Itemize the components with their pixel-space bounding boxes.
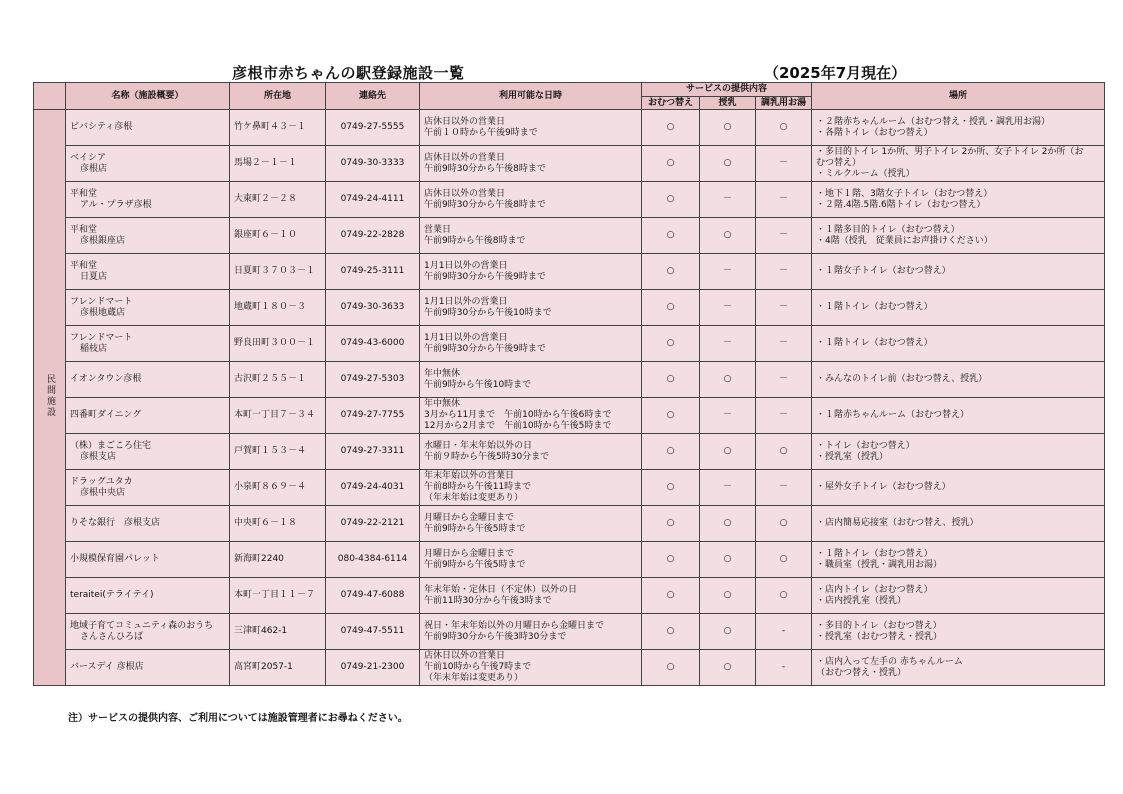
facility-name-line: 小規模保育園パレット — [70, 554, 160, 564]
facility-place-line: ・ミルクルーム（授乳） — [816, 169, 915, 179]
facility-hours-line: 午前9時30分から午後8時まで — [424, 163, 546, 174]
table-row — [34, 146, 1105, 182]
table-row — [34, 506, 1105, 542]
facility-address: 銀座町６－１０ — [230, 218, 326, 254]
facility-place-line: （おむつ替え・授乳） — [816, 667, 907, 678]
facility-name-line: 日夏店 — [80, 271, 108, 282]
facility-place-line: ・トイレ（おむつ替え） — [816, 440, 915, 451]
facility-name — [66, 506, 230, 542]
facility-name — [66, 398, 230, 434]
table-row — [34, 254, 1105, 290]
facility-hours-line: 午前11時30分から午後3時まで — [424, 595, 552, 606]
facility-place — [812, 182, 1105, 218]
facility-address: 本町一丁目７－３４ — [230, 398, 326, 434]
side-label — [34, 110, 66, 686]
facility-hours-line: 1月1日以外の営業日 — [424, 260, 508, 271]
facility-hours-line: 午前9時30分から午後9時まで — [424, 343, 546, 354]
header-nursing: 授乳 — [700, 97, 756, 110]
table-row — [34, 614, 1105, 650]
table-row — [34, 326, 1105, 362]
facility-place-line: ・１階女子トイレ（おむつ替え） — [816, 266, 951, 276]
facility-hours-line: 1月1日以外の営業日 — [424, 296, 508, 307]
service-diaper: ○ — [642, 362, 700, 398]
facility-address: 三津町462-1 — [230, 614, 326, 650]
service-nursing: ○ — [700, 614, 756, 650]
facility-name-line: フレンドマート — [70, 332, 133, 343]
service-diaper: ○ — [642, 218, 700, 254]
facility-name-line: りそな銀行 彦根支店 — [70, 518, 161, 528]
facility-name-line: teraitei(テライテイ) — [70, 590, 154, 600]
facility-hours-line: 午前１０時から午後9時まで — [424, 127, 538, 138]
facility-hours — [420, 254, 642, 290]
service-nursing: － — [700, 290, 756, 326]
facility-hours — [420, 650, 642, 686]
facility-name — [66, 542, 230, 578]
facility-place — [812, 506, 1105, 542]
service-milk: ○ — [756, 506, 812, 542]
service-nursing: ○ — [700, 506, 756, 542]
service-milk: - — [756, 650, 812, 686]
facility-name — [66, 650, 230, 686]
facility-place-line: ・店内トイレ（おむつ替え） — [816, 584, 933, 595]
service-milk: ○ — [756, 434, 812, 470]
service-milk: － — [756, 218, 812, 254]
facility-name — [66, 110, 230, 146]
facility-address: 古沢町２５５－１ — [230, 362, 326, 398]
service-diaper: ○ — [642, 290, 700, 326]
facility-phone: 0749-22-2828 — [326, 218, 420, 254]
service-diaper: ○ — [642, 542, 700, 578]
facility-place-line: ・２階.4階.5階.6階トイレ（おむつ替え） — [816, 199, 986, 210]
facility-address: 小泉町８６９－４ — [230, 470, 326, 506]
table-row — [34, 182, 1105, 218]
service-milk: ○ — [756, 110, 812, 146]
facility-name — [66, 470, 230, 506]
facility-hours-line: 3月から11月まで 午前10時から午後6時まで — [424, 410, 612, 420]
facility-place — [812, 434, 1105, 470]
service-milk: － — [756, 470, 812, 506]
service-nursing: ○ — [700, 434, 756, 470]
header-diaper: おむつ替え — [642, 97, 700, 110]
facility-phone: 0749-24-4031 — [326, 470, 420, 506]
facility-place — [812, 254, 1105, 290]
service-diaper: ○ — [642, 326, 700, 362]
facility-name-line: イオンタウン彦根 — [70, 374, 142, 384]
facility-place-line: ・地下１階、3階女子トイレ（おむつ替え） — [816, 188, 993, 199]
facility-hours — [420, 362, 642, 398]
header-side-blank — [34, 83, 66, 110]
facility-hours — [420, 470, 642, 506]
service-nursing: － — [700, 182, 756, 218]
facility-name-line: ドラッグユタカ — [70, 476, 133, 487]
facility-hours-line: （年末年始は変更あり） — [424, 493, 524, 503]
facility-address: 馬場２－１－１ — [230, 146, 326, 182]
facility-place-line: ・授乳室（授乳） — [816, 451, 889, 462]
facility-hours-line: 1月1日以外の営業日 — [424, 332, 508, 343]
facility-hours — [420, 434, 642, 470]
header-milk: 調乳用お湯 — [756, 97, 812, 110]
facility-name-line: 彦根銀座店 — [80, 235, 126, 246]
table-row — [34, 398, 1105, 434]
facility-hours — [420, 578, 642, 614]
service-nursing: ○ — [700, 542, 756, 578]
header-place: 場所 — [812, 83, 1105, 110]
facility-phone: 0749-27-3311 — [326, 434, 420, 470]
facility-name — [66, 434, 230, 470]
facility-place — [812, 650, 1105, 686]
facility-place-line: ・２階赤ちゃんルーム（おむつ替え・授乳・調乳用お湯） — [816, 116, 1051, 127]
facility-phone: 0749-43-6000 — [326, 326, 420, 362]
facility-hours-line: 午前10時から午後7時まで — [424, 662, 532, 672]
facility-name-line: フレンドマート — [70, 296, 133, 307]
facility-place-line: ・店内入って左手の 赤ちゃんルーム — [816, 656, 963, 667]
facility-name-line: （株）まごころ住宅 — [70, 440, 152, 451]
facility-place — [812, 362, 1105, 398]
service-nursing: ○ — [700, 578, 756, 614]
service-milk: ○ — [756, 578, 812, 614]
facility-hours — [420, 326, 642, 362]
facility-phone: 0749-30-3633 — [326, 290, 420, 326]
facility-name — [66, 326, 230, 362]
table-row — [34, 650, 1105, 686]
document-title: 彦根市赤ちゃんの駅登録施設一覧 — [232, 64, 465, 82]
service-diaper: ○ — [642, 614, 700, 650]
table-row — [34, 578, 1105, 614]
facility-name — [66, 254, 230, 290]
document-date: （2025年7月現在） — [764, 64, 907, 82]
facility-place-line: ・授乳室（おむつ替え・授乳） — [816, 631, 943, 642]
facility-place — [812, 110, 1105, 146]
facility-address: 本町一丁目１１－７ — [230, 578, 326, 614]
facility-name-line: 平和堂 — [70, 224, 98, 235]
table-row — [34, 218, 1105, 254]
facility-phone: 0749-22-2121 — [326, 506, 420, 542]
facility-hours — [420, 110, 642, 146]
facility-address: 日夏町３７０３－１ — [230, 254, 326, 290]
table-row — [34, 434, 1105, 470]
facility-name-line: 彦根支店 — [80, 451, 117, 462]
service-milk: － — [756, 362, 812, 398]
service-diaper: ○ — [642, 398, 700, 434]
service-diaper: ○ — [642, 470, 700, 506]
facility-phone: 080-4384-6114 — [326, 542, 420, 578]
facility-address: 野良田町３００－１ — [230, 326, 326, 362]
facility-hours-line: 午前9時30分から午後9時まで — [424, 271, 546, 282]
facility-hours-line: 午前9時30分から午後10時まで — [424, 307, 552, 318]
facility-name-line: 彦根店 — [80, 163, 108, 174]
facility-address: 高宮町2057-1 — [230, 650, 326, 686]
facility-address: 中央町６－１８ — [230, 506, 326, 542]
table-row — [34, 542, 1105, 578]
facility-place — [812, 290, 1105, 326]
facility-hours-line: 営業日 — [424, 224, 452, 235]
facility-hours-line: 店休日以外の営業日 — [424, 651, 506, 661]
facility-phone: 0749-25-3111 — [326, 254, 420, 290]
service-diaper: ○ — [642, 110, 700, 146]
facility-place — [812, 542, 1105, 578]
facility-hours-line: 店休日以外の営業日 — [424, 152, 506, 163]
facility-place-line: ・店内簡易応接室（おむつ替え、授乳） — [816, 518, 979, 528]
facility-place-line: ・多目的トイレ 1か所、男子トイレ 2か所、女子トイレ 2か所（お — [816, 147, 1084, 157]
table-row — [34, 110, 1105, 146]
facility-place-line: ・１階多目的トイレ（おむつ替え） — [816, 224, 960, 235]
service-nursing: － — [700, 254, 756, 290]
facility-hours — [420, 614, 642, 650]
facility-hours-line: 午前9時から午後5時まで — [424, 523, 526, 534]
facility-hours — [420, 506, 642, 542]
facility-name-line: ビバシティ彦根 — [70, 122, 133, 132]
table-body — [34, 110, 1105, 686]
facility-name-line: バースデイ 彦根店 — [70, 662, 144, 672]
service-milk: － — [756, 398, 812, 434]
facility-place-line: ・１階トイレ（おむつ替え） — [816, 302, 933, 312]
facility-phone: 0749-24-4111 — [326, 182, 420, 218]
service-nursing: ○ — [700, 110, 756, 146]
service-milk: － — [756, 326, 812, 362]
facility-address: 新海町2240 — [230, 542, 326, 578]
facility-name-line: 四番町ダイニング — [70, 410, 142, 420]
facility-place-line: ・屋外女子トイレ（おむつ替え） — [816, 482, 951, 492]
facility-hours-line: 年末年始・定休日（不定休）以外の日 — [424, 584, 578, 595]
facility-place-line: ・店内授乳室（授乳） — [816, 595, 907, 606]
service-milk: － — [756, 146, 812, 182]
facility-place-line: ・多目的トイレ（おむつ替え） — [816, 620, 942, 631]
facility-hours-line: 年末年始以外の営業日 — [424, 471, 515, 481]
service-nursing: ○ — [700, 218, 756, 254]
facility-place-line: ・１階トイレ（おむつ替え） — [816, 548, 933, 559]
service-diaper: ○ — [642, 182, 700, 218]
service-nursing: － — [700, 398, 756, 434]
facility-name-line: 彦根地蔵店 — [80, 307, 126, 318]
facility-name-line: さんさんひろば — [80, 631, 144, 642]
facility-name — [66, 146, 230, 182]
facility-name — [66, 218, 230, 254]
facility-hours-line: 午前９時から午後5時30分まで — [424, 451, 550, 462]
facility-place — [812, 614, 1105, 650]
facility-place — [812, 398, 1105, 434]
facility-hours — [420, 146, 642, 182]
facility-phone: 0749-27-5555 — [326, 110, 420, 146]
service-nursing: － — [700, 470, 756, 506]
header-services: サービスの提供内容 — [642, 83, 812, 97]
service-milk: - — [756, 614, 812, 650]
facility-address: 竹ケ鼻町４３－１ — [230, 110, 326, 146]
facility-phone: 0749-21-2300 — [326, 650, 420, 686]
facility-name — [66, 614, 230, 650]
facility-name-line: 稲枝店 — [80, 343, 108, 354]
facility-hours-line: 年中無休 — [424, 368, 461, 379]
facility-phone: 0749-27-5303 — [326, 362, 420, 398]
facility-hours — [420, 182, 642, 218]
facility-phone: 0749-47-5511 — [326, 614, 420, 650]
facility-place-line: ・１階トイレ（おむつ替え） — [816, 338, 933, 348]
facility-place-line: ・4階（授乳 従業員にお声掛けください） — [816, 235, 993, 246]
facility-place-line: ・１階赤ちゃんルーム（おむつ替え） — [816, 410, 970, 420]
table-row — [34, 362, 1105, 398]
facility-hours-line: 午前9時から午後5時まで — [424, 559, 526, 570]
facility-place — [812, 146, 1105, 182]
facility-address: 戸賀町１５３－４ — [230, 434, 326, 470]
table-row — [34, 470, 1105, 506]
facility-hours-line: 店休日以外の営業日 — [424, 188, 506, 199]
header-hours: 利用可能な日時 — [420, 83, 642, 110]
facility-hours-line: 午前9時30分から午後3時30分まで — [424, 631, 567, 642]
service-milk: － — [756, 290, 812, 326]
facility-place — [812, 326, 1105, 362]
facility-hours — [420, 542, 642, 578]
service-diaper: ○ — [642, 650, 700, 686]
facility-address: 地蔵町１８０－３ — [230, 290, 326, 326]
facility-hours-line: 月曜日から金曜日まで — [424, 512, 515, 523]
service-diaper: ○ — [642, 506, 700, 542]
facility-place — [812, 218, 1105, 254]
facility-place-line: むつ替え） — [816, 158, 862, 168]
header-address: 所在地 — [230, 83, 326, 110]
facility-name — [66, 182, 230, 218]
facility-name-line: 彦根中央店 — [80, 487, 126, 498]
facility-name-line: 平和堂 — [70, 260, 98, 271]
facility-hours-line: 12月から2月まで 午前10時から午後5時まで — [424, 421, 612, 431]
facility-place — [812, 470, 1105, 506]
facility-address: 大東町２－２８ — [230, 182, 326, 218]
facility-hours-line: 祝日・年末年始以外の月曜日から金曜日まで — [424, 620, 605, 631]
service-diaper: ○ — [642, 434, 700, 470]
facility-hours — [420, 218, 642, 254]
facility-hours-line: 年中無休 — [424, 399, 461, 409]
facility-hours-line: 午前9時30分から午後8時まで — [424, 199, 546, 210]
facility-place — [812, 578, 1105, 614]
facility-hours-line: 午前9時から午後8時まで — [424, 235, 526, 246]
facility-hours-line: 水曜日・年末年始以外の日 — [424, 440, 533, 451]
facility-name-line: 地域子育てコミュニティ森のおうち — [70, 620, 214, 631]
facility-phone: 0749-30-3333 — [326, 146, 420, 182]
facility-phone: 0749-27-7755 — [326, 398, 420, 434]
service-nursing: ○ — [700, 362, 756, 398]
table-row — [34, 290, 1105, 326]
facility-hours — [420, 290, 642, 326]
facility-name — [66, 578, 230, 614]
facility-place-line: ・職員室（授乳・調乳用お湯） — [816, 559, 943, 570]
facility-hours-line: 午前9時から午後10時まで — [424, 379, 532, 390]
header-phone: 連絡先 — [326, 83, 420, 110]
facility-phone: 0749-47-6088 — [326, 578, 420, 614]
service-diaper: ○ — [642, 146, 700, 182]
facility-hours-line: 午前8時から午後11時まで — [424, 482, 532, 492]
facility-name — [66, 290, 230, 326]
service-diaper: ○ — [642, 578, 700, 614]
facility-hours-line: （年末年始は変更あり） — [424, 673, 524, 683]
footnote: 注）サービスの提供内容、ご利用については施設管理者にお尋ねください。 — [68, 713, 408, 724]
facility-hours-line: 月曜日から金曜日まで — [424, 548, 515, 559]
service-nursing: ○ — [700, 146, 756, 182]
header-name: 名称（施設概要） — [66, 83, 230, 110]
facility-place-line: ・各階トイレ（おむつ替え） — [816, 127, 933, 138]
service-milk: ○ — [756, 542, 812, 578]
facility-table — [33, 82, 1105, 686]
facility-name-line: 平和堂 — [70, 188, 98, 199]
facility-hours — [420, 398, 642, 434]
facility-place-line: ・みんなのトイレ前（おむつ替え、授乳） — [816, 374, 988, 384]
service-nursing: － — [700, 326, 756, 362]
service-nursing: ○ — [700, 650, 756, 686]
service-milk: － — [756, 182, 812, 218]
service-milk: － — [756, 254, 812, 290]
service-diaper: ○ — [642, 254, 700, 290]
facility-name — [66, 362, 230, 398]
facility-name-line: ベイシア — [70, 152, 107, 163]
side-label-text: 民間施設 — [45, 373, 55, 418]
facility-name-line: アル・プラザ彦根 — [80, 199, 152, 210]
facility-hours-line: 店休日以外の営業日 — [424, 116, 506, 127]
